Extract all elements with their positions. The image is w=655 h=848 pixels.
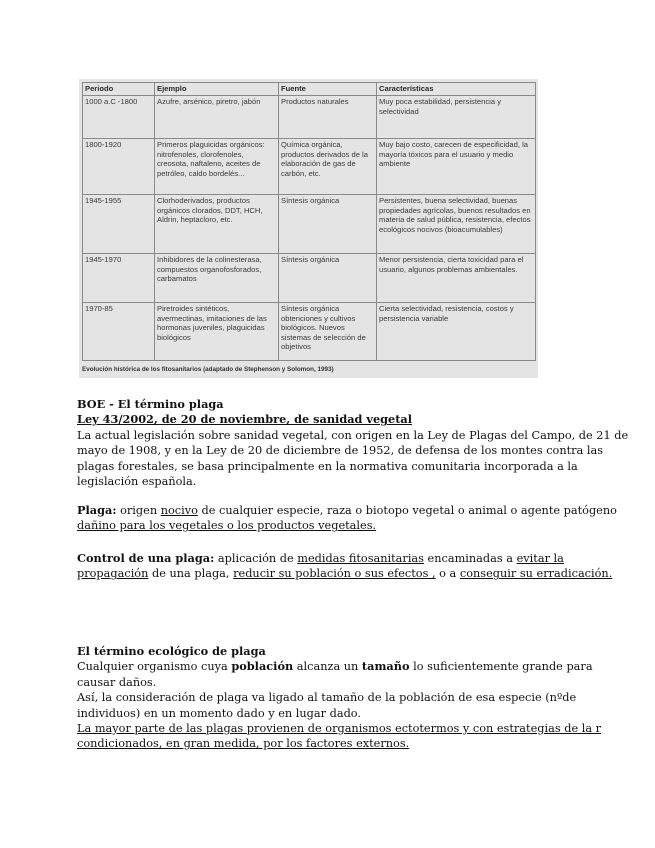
cell-fuente: Química orgánica, productos derivados de la elaboración de gas de carbón, etc.: [279, 139, 377, 195]
law-title: Ley 43/2002, de 20 de noviembre, de sanidad vegetal: [77, 412, 413, 427]
cell-caracteristicas: Muy poca estabilidad, persistencia y selectividad: [377, 96, 536, 139]
cell-fuente: Síntesis orgánica: [279, 195, 377, 254]
cell-periodo: 1000 a.C -1800: [83, 96, 155, 139]
cell-fuente: Síntesis orgánica: [279, 254, 377, 303]
pesticide-history-figure: [79, 79, 538, 378]
table-row: [83, 195, 536, 254]
cell-periodo: 1970-85: [83, 303, 155, 361]
boe-line: legislación española.: [77, 475, 197, 489]
control-def-line-1: Control de una plaga: aplicación de medidas fitosanitarias encaminadas a evitar la: [77, 551, 564, 565]
boe-section: [77, 397, 629, 489]
eco-line: individuos) en un momento dado y en lugar dado.: [77, 706, 361, 720]
eco-line: Así, la consideración de plaga va ligado al tamaño de la población de esa especie (nºde: [77, 691, 577, 705]
eco-line: Cualquier organismo cuya población alcanza un tamaño lo suficientemente grande para: [77, 659, 593, 674]
ecological-section: [77, 644, 602, 752]
eco-heading: El término ecológico de plaga: [77, 644, 266, 658]
cell-caracteristicas: Cierta selectividad, resistencia, costos y persistencia variable: [377, 303, 536, 361]
cell-ejemplo: Azufre, arsénico, piretro, jabón: [155, 96, 279, 139]
boe-line: La actual legislación sobre sanidad vegetal, con origen en la Ley de Plagas del Campo, de 21 de: [77, 428, 629, 442]
cell-ejemplo: Piretroides sintéticos, avermectinas, imitaciones de las hormonas juveniles, plaguicidas biológicos: [155, 303, 279, 361]
plaga-def-line-2: dañino para los vegetales o los productos vegetales.: [77, 519, 377, 533]
cell-caracteristicas: Persistentes, buena selectividad, buenas propiedades agrícolas, buenos resultados en materia de salud pública, resistencia, efectos ecológicos nocivos (bioacumulables): [377, 195, 536, 254]
control-def-line-2: propagación de una plaga, reducir su población o sus efectos , o a conseguir su erradicación.: [77, 567, 613, 581]
cell-caracteristicas: Muy bajo costo, carecen de especificidad, la mayoría tóxicos para el usuario y medio ambiente: [377, 139, 536, 195]
cell-caracteristicas: Menor persistencia, cierta toxicidad para el usuario, algunos problemas ambientales.: [377, 254, 536, 303]
cell-ejemplo: Clorhoderivados, productos orgánicos clorados, DDT, HCH, Aldrin, heptacloro, etc.: [155, 195, 279, 254]
cell-periodo: 1945-1970: [83, 254, 155, 303]
pesticide-history-table: [82, 82, 536, 361]
table-row: [83, 303, 536, 361]
cell-periodo: 1800-1920: [83, 139, 155, 195]
plaga-definition: [77, 503, 617, 534]
table-row: [83, 254, 536, 303]
table-row: [83, 139, 536, 195]
boe-line: mayo de 1908, y en la Ley de 20 de diciembre de 1952, de defensa de los montes contra las: [77, 444, 604, 458]
control-term: Control de una plaga:: [77, 551, 215, 565]
boe-line: plagas forestales, se basa principalmente en la normativa comunitaria incorporada a la: [77, 459, 578, 473]
cell-fuente: Productos naturales: [279, 96, 377, 139]
cell-periodo: 1945-1955: [83, 195, 155, 254]
table-header-row: [83, 83, 536, 96]
eco-line: causar daños.: [77, 675, 157, 689]
plaga-def-line-1: Plaga: origen nocivo de cualquier especie, raza o biotopo vegetal o animal o agente patógeno: [77, 503, 617, 517]
control-definition: [77, 551, 613, 582]
header-periodo: Periodo: [83, 83, 155, 96]
eco-line: condicionados, en gran medida, por los factores externos.: [77, 737, 410, 751]
figure-caption: Evolución histórica de los fitosanitarios (adaptado de Stephenson y Solomon, 1993): [82, 366, 334, 373]
header-fuente: Fuente: [279, 83, 377, 96]
boe-heading: BOE - El término plaga: [77, 397, 224, 411]
eco-line: La mayor parte de las plagas provienen de organismos ectotermos y con estrategias de la r: [77, 722, 602, 736]
cell-ejemplo: Inhibidores de la colinesterasa, compuestos organofosforados, carbamatos: [155, 254, 279, 303]
header-ejemplo: Ejemplo: [155, 83, 279, 96]
cell-ejemplo: Primeros plaguicidas orgánicos: nitrofenoles, clorofenoles, creosota, naftaleno, aceites de petróleo, caldo bordelés...: [155, 139, 279, 195]
cell-fuente: Síntesis orgánica obtenciones y cultivos biológicos. Nuevos sistemas de selección de objetivos: [279, 303, 377, 361]
header-caracteristicas: Características: [377, 83, 536, 96]
plaga-term: Plaga:: [77, 503, 117, 517]
table-row: [83, 96, 536, 139]
